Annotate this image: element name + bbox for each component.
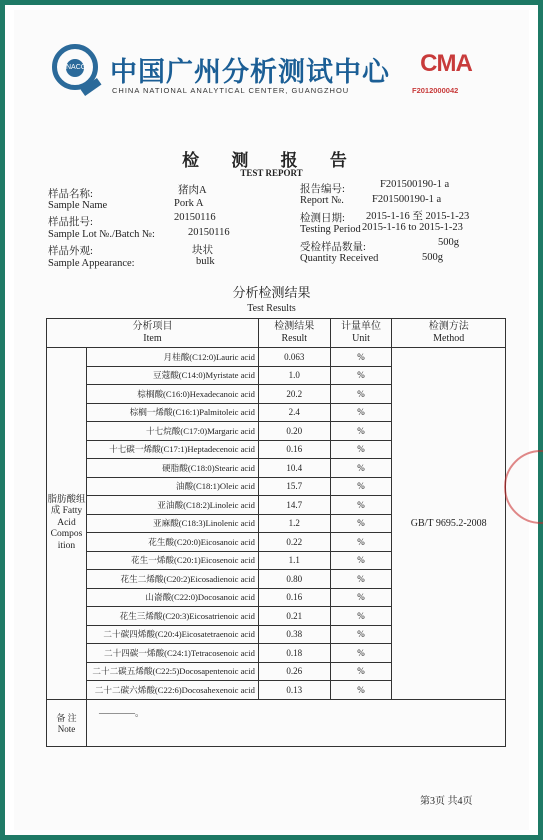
appearance-en: bulk — [196, 256, 215, 267]
sample-name-en: Pork A — [174, 198, 204, 209]
item-cell: 花生一烯酸(C20:1)Eicosenoic acid — [86, 551, 258, 570]
unit-cell: % — [330, 496, 392, 515]
header-method — [392, 319, 506, 348]
result-cell: 0.22 — [258, 533, 330, 552]
unit-cell: % — [330, 366, 392, 385]
unit-cell: % — [330, 662, 392, 681]
qty-value-2: 500g — [422, 252, 443, 263]
unit-cell: % — [330, 385, 392, 404]
unit-cell: % — [330, 681, 392, 700]
item-cell: 亚油酸(C18:2)Linoleic acid — [86, 496, 258, 515]
method-cell: GB/T 9695.2-2008 — [392, 348, 506, 700]
org-name-cn: 中国广州分析测试中心 — [110, 57, 390, 88]
item-cell: 花生酸(C20:0)Eicosanoic acid — [86, 533, 258, 552]
item-cell: 花生二烯酸(C20:2)Eicosadienoic acid — [86, 570, 258, 589]
result-cell: 0.16 — [258, 440, 330, 459]
remark-label-cn: 备 注 — [56, 713, 77, 723]
table-row — [47, 348, 506, 367]
nacg-logo-icon — [52, 44, 98, 90]
result-cell: 0.38 — [258, 625, 330, 644]
red-seal-stamp — [504, 450, 543, 524]
item-cell: 月桂酸(C12:0)Lauric acid — [86, 348, 258, 367]
header-result-cn: 检测结果 — [274, 321, 315, 332]
unit-cell: % — [330, 403, 392, 422]
unit-cell: % — [330, 570, 392, 589]
qty-label-en: Quantity Received — [300, 253, 379, 264]
header-method-cn: 检测方法 — [428, 321, 469, 332]
sample-name-label-en: Sample Name — [48, 200, 108, 211]
unit-cell: % — [330, 625, 392, 644]
header-item-en: Item — [143, 333, 162, 344]
results-table — [46, 318, 506, 747]
result-cell: 0.20 — [258, 422, 330, 441]
org-name-en: CHINA NATIONAL ANALYTICAL CENTER, GUANGZHOU — [112, 86, 350, 95]
testing-label-en: Testing Period — [300, 224, 361, 235]
batch-label-en: Sample Lot №./Batch №: — [48, 229, 155, 240]
results-title-cn: 分析检测结果 — [232, 285, 311, 300]
report-no-label-cn: 报告编号: — [300, 184, 345, 195]
testing-period-en: 2015-1-16 to 2015-1-23 — [362, 222, 463, 233]
remark-label — [47, 699, 87, 746]
unit-cell: % — [330, 533, 392, 552]
unit-cell: % — [330, 644, 392, 663]
item-cell: 山嵛酸(C22:0)Docosanoic acid — [86, 588, 258, 607]
appearance-cn: 块状 — [192, 245, 213, 256]
report-title-cn: 检 测 报 告 — [182, 151, 361, 170]
report-no-1: F201500190-1 a — [380, 179, 450, 190]
remark-value: ————。 — [86, 699, 505, 746]
cma-number: F2012000042 — [412, 86, 459, 95]
unit-cell: % — [330, 588, 392, 607]
result-cell: 1.0 — [258, 366, 330, 385]
report-no-label-en: Report №. — [300, 195, 344, 206]
item-cell: 二十碳四烯酸(C20:4)Eicosatetraenoic acid — [86, 625, 258, 644]
result-cell: 0.26 — [258, 662, 330, 681]
unit-cell: % — [330, 607, 392, 626]
result-cell: 0.063 — [258, 348, 330, 367]
sample-name-cn: 猪肉A — [178, 185, 207, 196]
header-unit — [330, 319, 392, 348]
result-cell: 0.13 — [258, 681, 330, 700]
unit-cell: % — [330, 477, 392, 496]
item-cell: 二十二碳五烯酸(C22:5)Docosapentenoic acid — [86, 662, 258, 681]
unit-cell: % — [330, 440, 392, 459]
item-cell: 二十四碳一烯酸(C24:1)Tetracosenoic acid — [86, 644, 258, 663]
item-cell: 花生三烯酸(C20:3)Eicosatrienoic acid — [86, 607, 258, 626]
report-no-2: F201500190-1 a — [372, 194, 442, 205]
item-cell: 亚麻酸(C18:3)Linolenic acid — [86, 514, 258, 533]
result-cell: 15.7 — [258, 477, 330, 496]
result-cell: 1.1 — [258, 551, 330, 570]
result-cell: 0.16 — [258, 588, 330, 607]
header-item-cn: 分析项目 — [132, 321, 173, 332]
result-cell: 2.4 — [258, 403, 330, 422]
report-title-en: TEST REPORT — [240, 168, 303, 178]
result-cell: 20.2 — [258, 385, 330, 404]
unit-cell: % — [330, 551, 392, 570]
item-cell: 二十二碳六烯酸(C22:6)Docosahexenoic acid — [86, 681, 258, 700]
qty-value-1: 500g — [438, 237, 459, 248]
result-cell: 1.2 — [258, 514, 330, 533]
unit-cell: % — [330, 422, 392, 441]
batch-value-2: 20150116 — [188, 227, 230, 238]
batch-value-1: 20150116 — [174, 212, 216, 223]
result-cell: 0.18 — [258, 644, 330, 663]
header-unit-cn: 计量单位 — [341, 321, 382, 332]
item-cell: 硬脂酸(C18:0)Stearic acid — [86, 459, 258, 478]
qty-label-cn: 受检样品数量: — [300, 242, 366, 253]
appearance-label-cn: 样品外观: — [48, 246, 93, 257]
header-result — [258, 319, 330, 348]
logo-abbr: NACG — [66, 59, 84, 77]
result-cell: 0.80 — [258, 570, 330, 589]
header-unit-en: Unit — [352, 333, 370, 344]
testing-label-cn: 检测日期: — [300, 213, 345, 224]
item-cell: 棕榈一烯酸(C16:1)Palmitoleic acid — [86, 403, 258, 422]
result-cell: 10.4 — [258, 459, 330, 478]
unit-cell: % — [330, 348, 392, 367]
item-cell: 十七烷酸(C17:0)Margaric acid — [86, 422, 258, 441]
report-page — [14, 10, 529, 830]
table-header-row — [47, 319, 506, 348]
header-method-en: Method — [433, 333, 465, 344]
remark-row — [47, 699, 506, 746]
sample-name-label-cn: 样品名称: — [48, 189, 93, 200]
testing-period-cn: 2015-1-16 至 2015-1-23 — [366, 211, 470, 222]
result-cell: 0.21 — [258, 607, 330, 626]
group-label: 脂肪酸组成 Fatty Acid Compos ition — [47, 348, 87, 700]
item-cell: 十七碳一烯酸(C17:1)Heptadecenoic acid — [86, 440, 258, 459]
page-number: 第3页 共4页 — [420, 796, 473, 807]
result-cell: 14.7 — [258, 496, 330, 515]
item-cell: 油酸(C18:1)Oleic acid — [86, 477, 258, 496]
unit-cell: % — [330, 459, 392, 478]
cma-logo: CMA — [420, 50, 472, 77]
remark-label-en: Note — [57, 724, 76, 734]
batch-label-cn: 样品批号: — [48, 217, 93, 228]
appearance-label-en: Sample Appearance: — [48, 258, 135, 269]
unit-cell: % — [330, 514, 392, 533]
item-cell: 豆蔻酸(C14:0)Myristate acid — [86, 366, 258, 385]
header-item — [47, 319, 259, 348]
results-title-en: Test Results — [247, 303, 296, 314]
header-result-en: Result — [281, 333, 308, 344]
item-cell: 棕榈酸(C16:0)Hexadecanoic acid — [86, 385, 258, 404]
